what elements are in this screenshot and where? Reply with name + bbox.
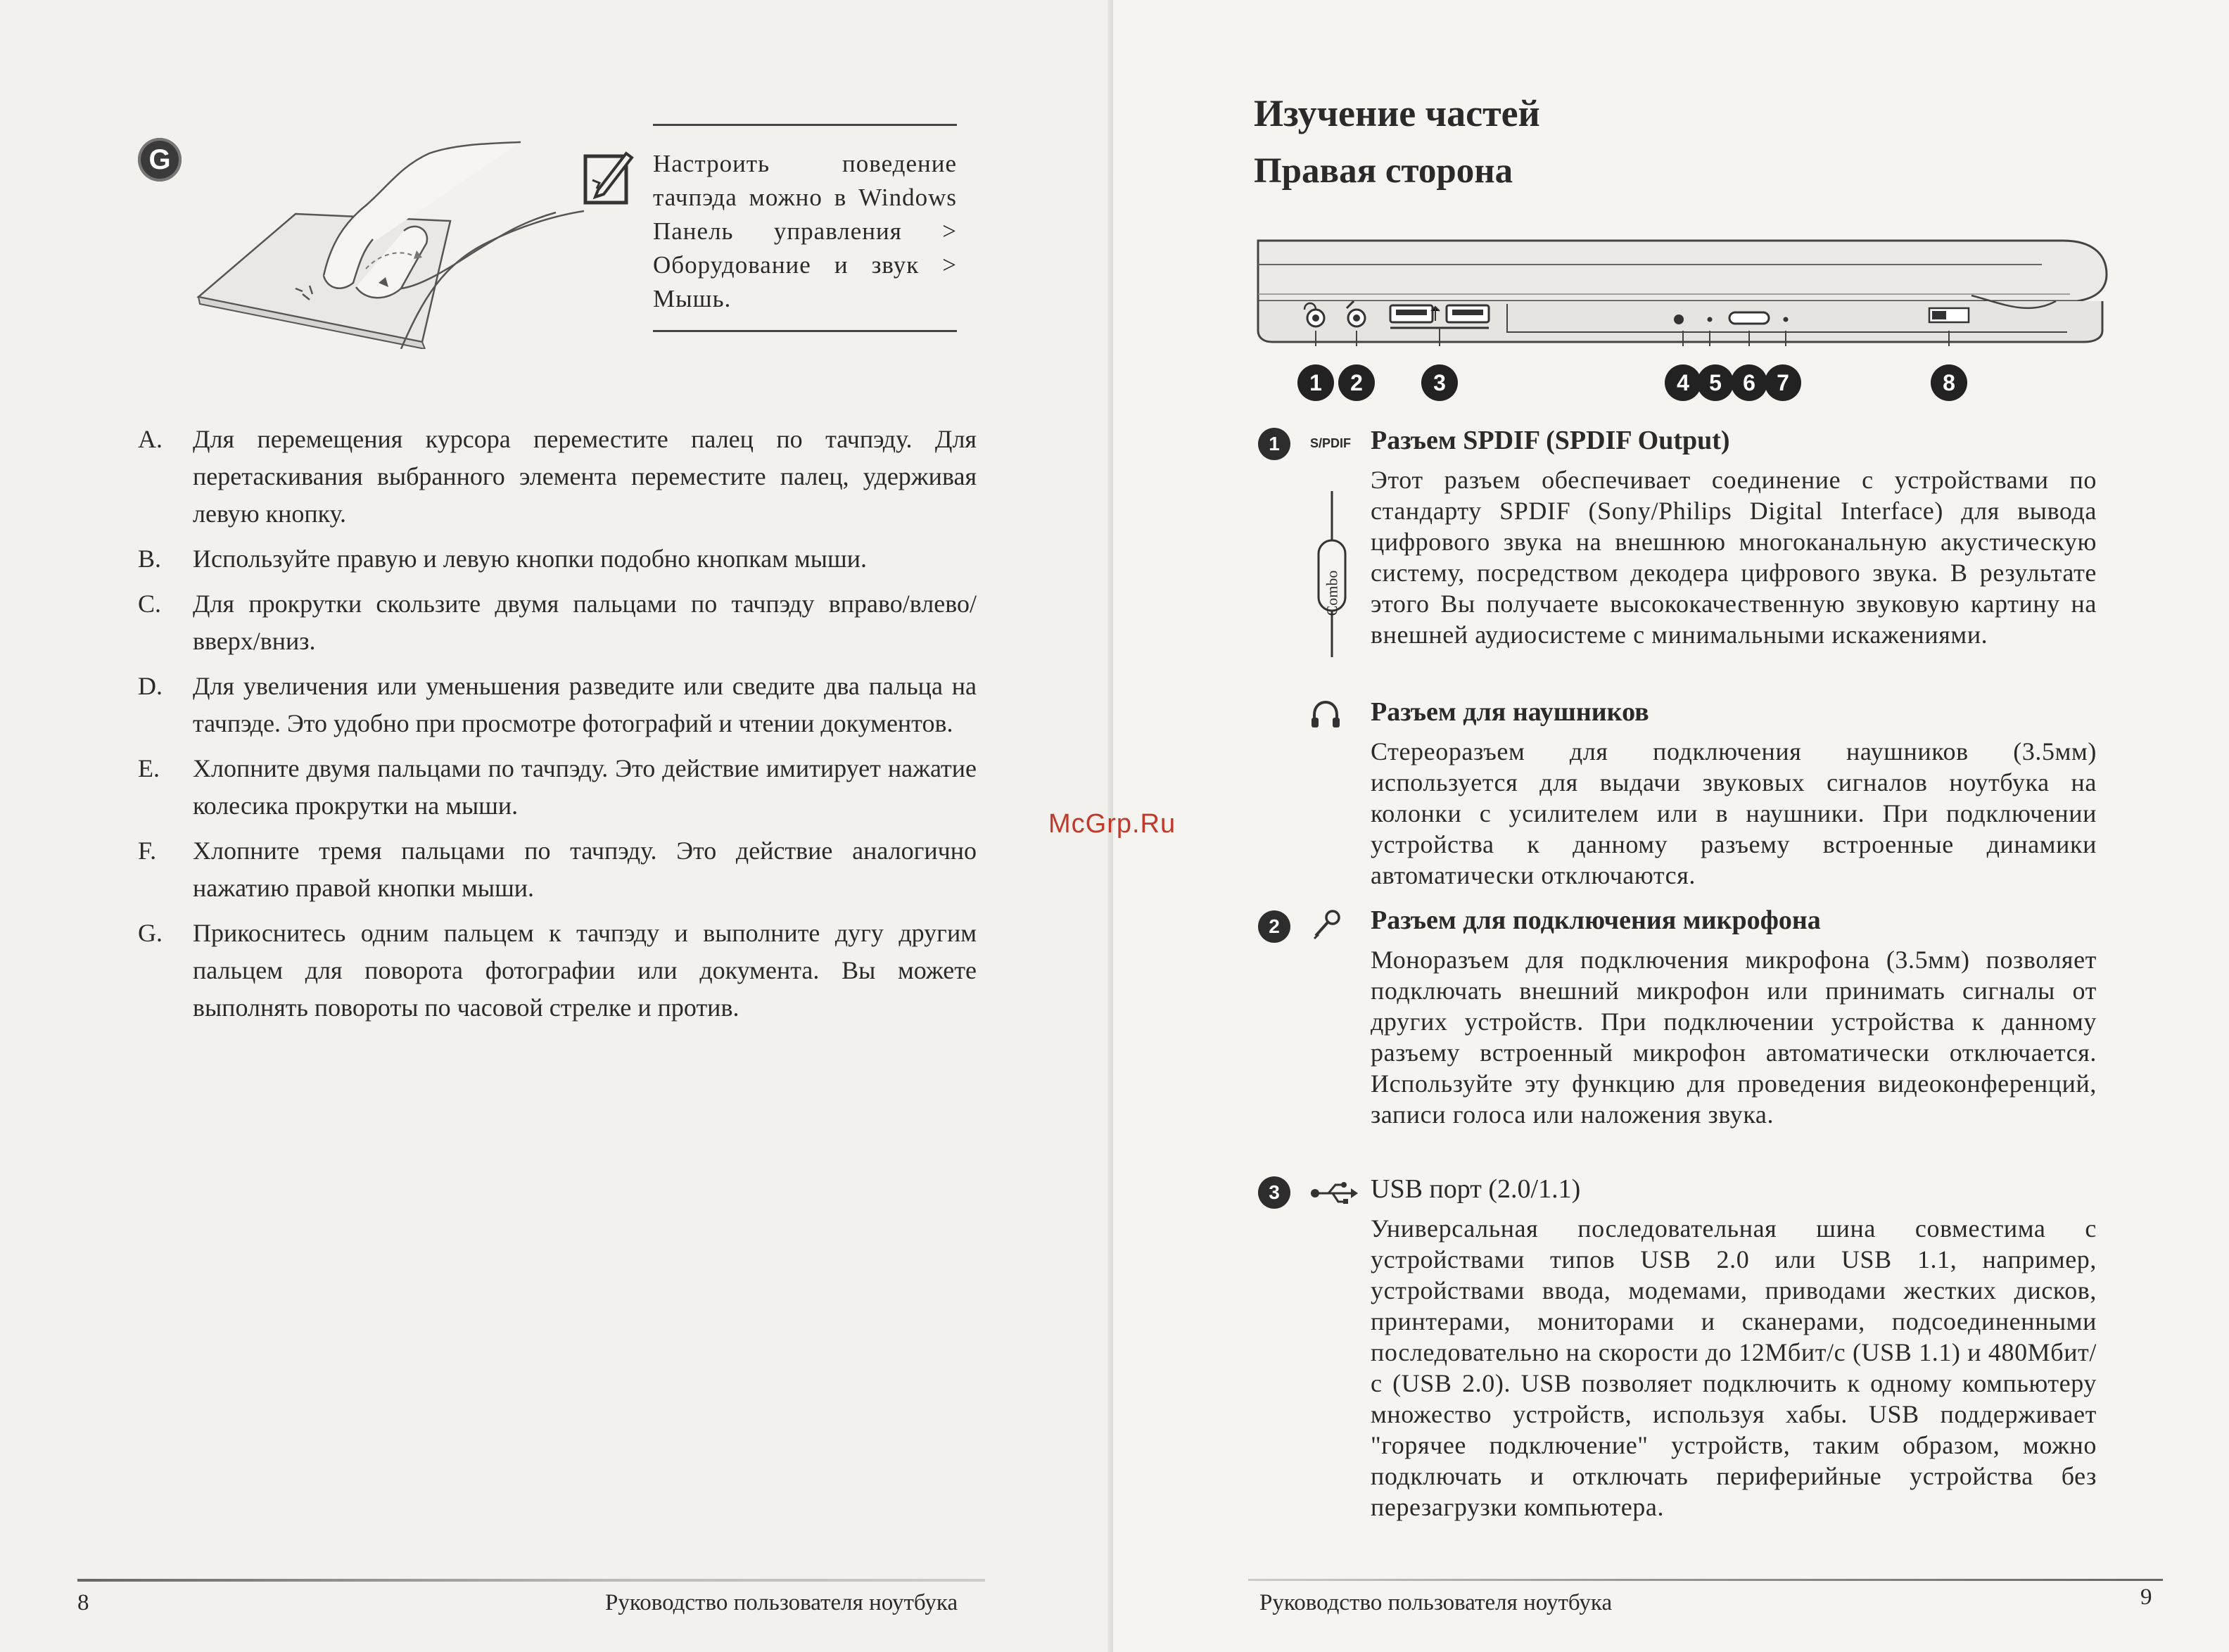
list-item-text: Для увеличения или уменьшения разведите или сведите два пальца на тачпэде. Это удобно при просмотре фотографий и чтении документов. — [193, 672, 977, 737]
list-item-letter: A. — [138, 425, 163, 453]
list-item-text: Хлопните двумя пальцами по тачпэду. Это действие имитирует нажатие колесика прокрутки на мыши. — [193, 754, 977, 820]
callout-3: 3 — [1421, 364, 1458, 401]
list-item — [138, 750, 977, 825]
section-badge-1: 1 — [1258, 428, 1290, 460]
touchpad-gesture-illustration — [190, 138, 584, 349]
footer-rule — [77, 1579, 985, 1582]
watermark: McGrp.Ru — [1048, 809, 1176, 839]
page-number-right: 9 — [2140, 1584, 2152, 1610]
footer-rule-right — [1248, 1579, 2163, 1581]
usb-icon — [1310, 1179, 1359, 1207]
list-item — [138, 585, 977, 660]
combo-label: Combo — [1323, 570, 1341, 616]
list-item-letter: B. — [138, 545, 162, 573]
left-page — [0, 0, 1113, 1652]
list-item-letter: G. — [138, 919, 163, 947]
usb-description: Универсальная последовательная шина совместима с устройствами типов USB 2.0 или USB 1.1, например, устройствами ввода, модемами, приводами жестких дисков, принтерами, мониторами и сканерами, подсоединенными последовательно на скорости до 12Мбит/с (USB 1.1) и 480Мбит/с (USB 2.0). USB позволяет подключить к одному компьютеру множество устройств, используя хабы. USB поддерживает "горячее подключение" устройств, таким образом, можно подключать и отключать периферийные устройства без перезагрузки компьютера. — [1371, 1214, 2097, 1521]
spdif-heading: Разъем SPDIF (SPDIF Output) — [1371, 426, 1730, 455]
list-item-letter: D. — [138, 672, 163, 700]
page-title: Изучение частей — [1254, 92, 1540, 134]
note-pencil-icon — [583, 148, 635, 207]
microphone-description: Моноразъем для подключения микрофона (3.5мм) позволяет подключать внешний микрофон или принимать сигналы от других устройств. При подключении устройства к данному разъему встроенный микрофон автоматически отключается. Используйте эту функцию для проведения видеоконференций, записи голоса или наложения звука. — [1371, 946, 2097, 1129]
page-subtitle: Правая сторона — [1254, 151, 1513, 191]
callout-5: 5 — [1697, 364, 1734, 401]
diagram-callouts — [1254, 364, 2112, 407]
callout-7: 7 — [1765, 364, 1801, 401]
list-item-text: Используйте правую и левую кнопки подобно кнопкам мыши. — [193, 545, 867, 573]
list-item — [138, 915, 977, 1027]
list-item-text: Прикоснитесь одним пальцем к тачпэду и выполните дугу другим пальцем для поворота фотографии или документа. Вы можете выполнять повороты по часовой стрелке и против. — [193, 919, 977, 1022]
list-item-text: Для прокрутки скользите двумя пальцами по тачпэду вправо/влево/вверх/вниз. — [193, 590, 977, 655]
headphone-icon — [1310, 699, 1341, 730]
note-text: Настроить поведение тачпэда можно в Windows Панель управления > Оборудование и звук > Мышь. — [653, 150, 957, 312]
page-number: 8 — [77, 1590, 89, 1615]
gesture-instructions-list — [138, 421, 977, 1034]
microphone-icon — [1310, 908, 1344, 941]
spdif-description: Этот разъем обеспечивает соединение с устройствами по стандарту SPDIF (Sony/Philips Digital Interface) для вывода цифрового звука на внешнюю многоканальную акустическую систему, посредством декодера цифрового звука. В результате этого Вы получаете высококачественную звуковую картину на внешней аудиосистеме с минимальными искажениями. — [1371, 466, 2097, 649]
page-footer-right: Руководство пользователя ноутбука — [1259, 1590, 1613, 1615]
page-footer: Руководство пользователя ноутбука — [605, 1590, 958, 1615]
callout-2: 2 — [1338, 364, 1375, 401]
callout-8: 8 — [1931, 364, 1967, 401]
spdif-label: S/PDIF — [1310, 436, 1352, 450]
headphone-description: Стереоразъем для подключения наушников (3.5мм) используется для выдачи звуковых сигналов ноутбука на колонки с усилителем или в наушники. При подключении устройства к данному разъему встроенные динамики автоматически отключаются. — [1371, 737, 2097, 889]
combo-label-wrap — [1318, 561, 1346, 625]
list-item-letter: F. — [138, 837, 157, 865]
list-item-text: Для перемещения курсора переместите палец по тачпэду. Для перетаскивания выбранного элемента переместите палец, удерживая левую кнопку. — [193, 425, 977, 528]
callout-6: 6 — [1731, 364, 1767, 401]
usb-heading: USB порт (2.0/1.1) — [1371, 1174, 1581, 1204]
note-box — [653, 124, 957, 332]
list-item-letter: E. — [138, 754, 160, 782]
callout-4: 4 — [1665, 364, 1701, 401]
callout-1: 1 — [1297, 364, 1334, 401]
headphone-heading: Разъем для наушников — [1371, 697, 1649, 727]
list-item-text: Хлопните тремя пальцами по тачпэду. Это действие аналогично нажатию правой кнопки мыши. — [193, 837, 977, 902]
list-item — [138, 832, 977, 907]
list-item — [138, 540, 977, 578]
list-item — [138, 668, 977, 742]
list-item-letter: C. — [138, 590, 162, 618]
list-item — [138, 421, 977, 533]
section-badge-2: 2 — [1258, 910, 1290, 943]
laptop-right-side-diagram — [1254, 225, 2112, 346]
section-badge-3: 3 — [1258, 1176, 1290, 1209]
microphone-heading: Разъем для подключения микрофона — [1371, 906, 1821, 935]
gesture-badge-g: G — [138, 138, 182, 182]
